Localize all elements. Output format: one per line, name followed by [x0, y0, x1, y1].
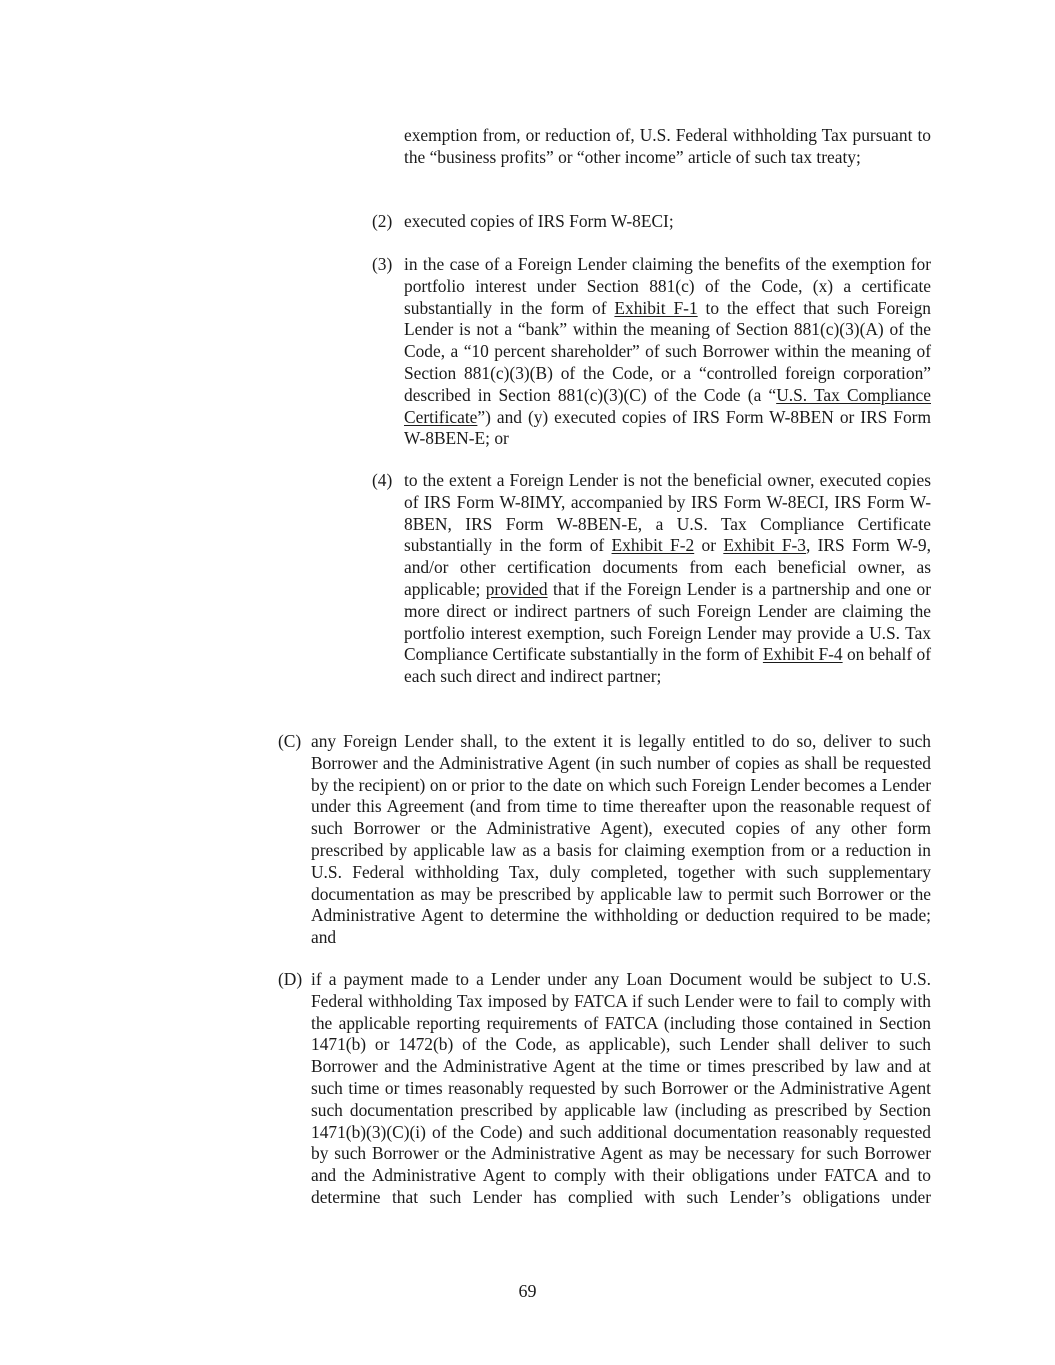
item-4-text-part: that if the Foreign Lender is a partnership and one or more direct or indirect partners of such Foreign Lender are claiming the portfolio interest exemption, such Foreign Lender may provide a U.S. Tax Compliance Certificate substantially in the form of [404, 578, 931, 665]
us-tax-compliance-certificate-term: U.S. Tax Compliance Certificate [404, 384, 931, 427]
item-3-number: (3) [372, 254, 393, 274]
provided-term: provided [485, 578, 548, 599]
item-4-text-part: on behalf of each such direct and indirect partner; [404, 644, 932, 687]
item-4-text-part: , IRS Form W-9, and/or other certification documents from each beneficial owner, as applicable; [404, 535, 931, 599]
item-2-number: (2) [372, 211, 393, 231]
item-c-number: (C) [278, 731, 302, 751]
item-4-text-part: or [694, 535, 724, 556]
exhibit-f2-link[interactable]: Exhibit F-2 [611, 535, 695, 556]
page-number: 69 [518, 1281, 537, 1301]
continuation-paragraph: exemption from, or reduction of, U.S. Federal withholding Tax pursuant to the “business profits” or “other income” article of such tax treaty; [404, 125, 931, 167]
item-d-text: if a payment made to a Lender under any Loan Document would be subject to U.S. Federal withholding Tax imposed by FATCA if such Lender were to fail to comply with the applicable reporting requirements of FATCA (including those contained in Section 1471(b) or 1472(b) of the Code, as applicable), such Lender shall deliver to such Borrower and the Administrative Agent at the time or times prescribed by law and at such time or times reasonably requested by such Borrower or the Administrative Agent such documentation prescribed by applicable law (including as prescribed by Section 1471(b)(3)(C)(i) of the Code) and such additional documentation reasonably requested by such Borrower or the Administrative Agent as may be necessary for such Borrower and the Administrative Agent to comply with their obligations under FATCA and to determine that such Lender has complied with such Lender’s obligations under [311, 969, 931, 1207]
exhibit-f3-link[interactable]: Exhibit F-3 [723, 535, 806, 556]
item-3-text [404, 254, 931, 450]
item-3-text-part: ”) and (y) executed copies of IRS Form W-8BEN or IRS Form W-8BEN-E; or [404, 406, 931, 449]
item-c-text: any Foreign Lender shall, to the extent it is legally entitled to do so, deliver to such Borrower and the Administrative Agent (in such number of copies as shall be requested by the recipient) on or prior to the date on which such Foreign Lender becomes a Lender under this Agreement (and from time to time thereafter upon the reasonable request of such Borrower or the Administrative Agent), executed copies of any other form prescribed by applicable law as a basis for claiming exemption from or a reduction in U.S. Federal withholding Tax, duly completed, together with such supplementary documentation as may be prescribed by applicable law to permit such Borrower or the Administrative Agent to determine the withholding or deduction required to be made; and [311, 731, 931, 948]
item-3-text-part: to the effect that such Foreign Lender is not a “bank” within the meaning of Section 881(c)(3)(A) of the Code, a “10 percent shareholder” of such Borrower within the meaning of Section 881(c)(3)(B) of the Code, or a “controlled foreign corporation” described in Section 881(c)(3)(C) of the Code (a “ [404, 297, 932, 405]
item-2-text: executed copies of IRS Form W-8ECI; [404, 211, 674, 231]
exhibit-f1-link[interactable]: Exhibit F-1 [614, 297, 698, 318]
item-4-number: (4) [372, 470, 393, 490]
item-4-text-part: to the extent a Foreign Lender is not the beneficial owner, executed copies of IRS Form W-8IMY, accompanied by IRS Form W-8ECI, IRS Form W-8BEN, IRS Form W-8BEN-E, a U.S. Tax Compliance Certificate substantially in the form of [404, 470, 931, 556]
item-3-text-part: in the case of a Foreign Lender claiming the benefits of the exemption for portfolio interest under Section 881(c) of the Code, (x) a certificate substantially in the form of [404, 254, 931, 318]
item-d-number: (D) [278, 969, 303, 989]
item-4-text [404, 470, 931, 688]
exhibit-f4-link[interactable]: Exhibit F-4 [762, 644, 843, 665]
